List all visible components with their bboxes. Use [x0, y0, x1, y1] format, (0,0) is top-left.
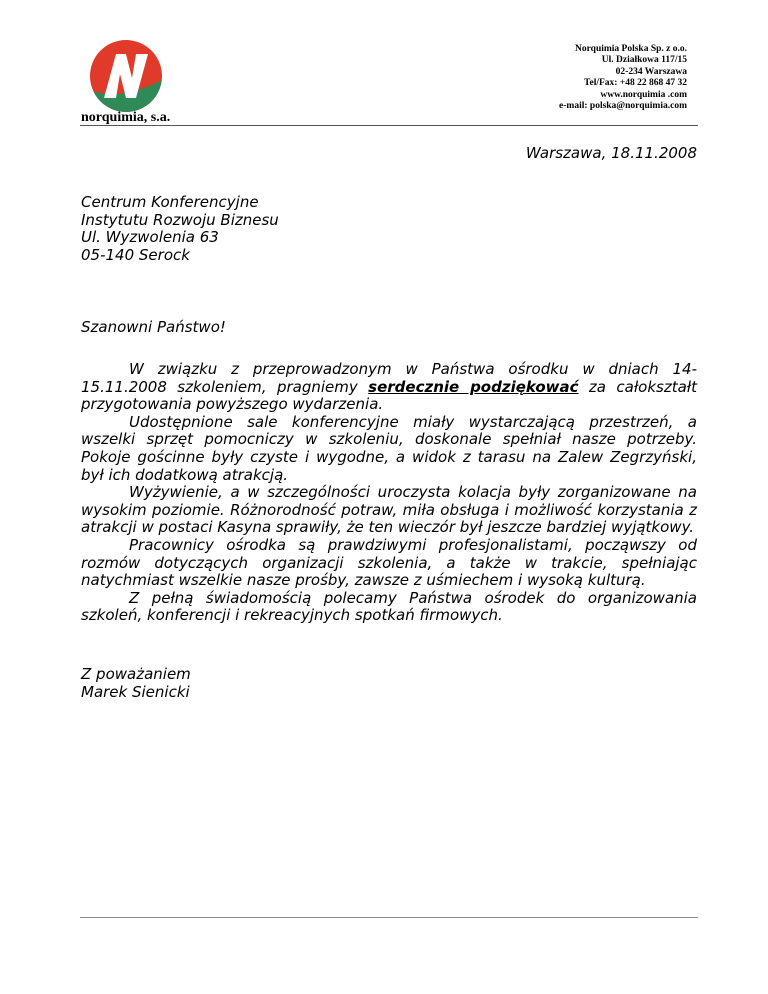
recipient-address [81, 194, 279, 264]
company-logo-icon [90, 40, 162, 112]
contact-line-website: www.norquimia .com [600, 89, 687, 100]
paragraph-1 [81, 361, 697, 414]
recipient-line-3: Ul. Wyzwolenia 63 [81, 228, 219, 247]
contact-line-street: Ul. Działkowa 117/15 [601, 55, 687, 66]
paragraph-5: Z pełną świadomością polecamy Państwa ośrodek do organizowania szkoleń, konferencji i rekreacyjnych spotkań firmowych. [81, 588, 697, 625]
paragraph-1-start: W związku z przeprowadzonym w Państwa ośrodku w dniach 14-15.11.2008 szkoleniem, pragniemy [81, 360, 697, 396]
paragraph-2: Udostępnione sale konferencyjne miały wystarczającą przestrzeń, a wszelki sprzęt pomocniczy w szkoleniu, doskonale spełniał nasze potrzeby. Pokoje gościnne były czyste i wygodne, a widok z tarasu na Zalew Zegrzyński, był ich dodatkową atrakcją. [81, 412, 697, 484]
closing [81, 666, 191, 701]
salutation: Szanowni Państwo! [81, 318, 226, 336]
paragraph-3: Wyżywienie, a w szczególności uroczysta kolacja były zorganizowane na wysokim poziomie. Różnorodność potraw, miła obsługa i możliwość korzystania z atrakcji w postaci Kasyna sprawiły, że ten wieczór był jeszcze bardziej wyjątkowy. [81, 483, 697, 537]
letter-body [81, 361, 697, 625]
contact-line-city: 02-234 Warszawa [615, 66, 687, 77]
closing-regards: Z poważaniem [81, 665, 191, 683]
paragraph-4: Pracownicy ośrodka są prawdziwymi profesjonalistami, począwszy od rozmów dotyczących organizacji szkolenia, a także w trakcie, spełniając natychmiast wszelkie nasze prośby, zawsze z uśmiechem i wysoką kulturą. [81, 535, 697, 590]
footer-divider [80, 917, 698, 918]
company-name: norquimia, s.a. [81, 110, 171, 125]
recipient-line-1: Centrum Konferencyjne [81, 193, 259, 211]
date-line: Warszawa, 18.11.2008 [525, 144, 697, 162]
thanks-emphasis: serdecznie podziękować [368, 377, 579, 396]
recipient-line-4: 05-140 Serock [81, 245, 190, 264]
paragraph-1-end: za całokształt przygotowania powyższego wydarzenia. [81, 377, 697, 414]
header-divider [80, 125, 698, 126]
contact-line-email: e-mail: polska@norquimia.com [559, 101, 687, 112]
contact-block [559, 44, 687, 112]
contact-line-company: Norquimia Polska Sp. z o.o. [575, 44, 687, 54]
recipient-line-2: Instytutu Rozwoju Biznesu [81, 210, 279, 229]
contact-line-phone: Tel/Fax: +48 22 868 47 32 [584, 78, 687, 89]
signer-name: Marek Sienicki [81, 682, 190, 701]
